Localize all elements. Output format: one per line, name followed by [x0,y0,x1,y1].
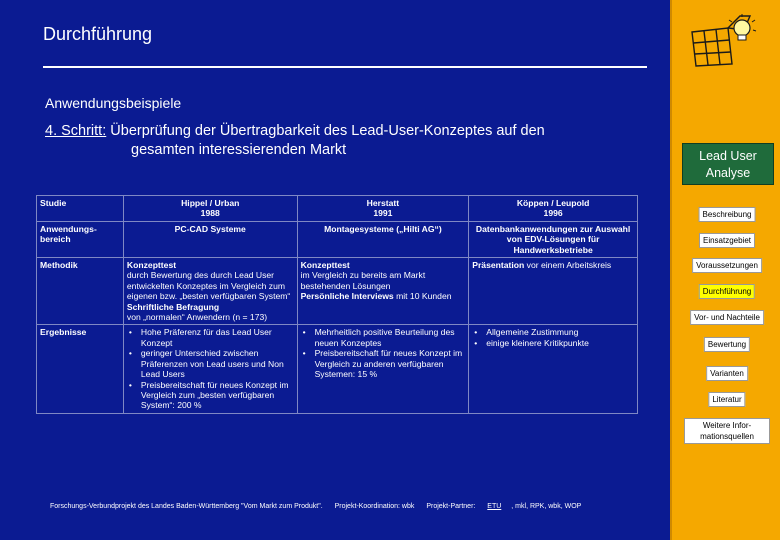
footer-partner [426,503,591,510]
nav-beschreibung[interactable]: Beschreibung [699,207,756,222]
step-heading [45,122,655,160]
step-text-line1: Überprüfung der Übertragbarkeit des Lead-User-Konzeptes auf den [106,123,545,139]
methodik-col3-heading: Präsentation [472,260,525,271]
header-hippel-urban [123,196,297,222]
nav-voraussetzungen[interactable]: Voraussetzungen [692,258,762,273]
list-item: • Allgemeine Zustimmung [472,327,634,337]
header-col2-name: Herstatt [366,198,400,208]
header-col1-name: Hippel / Urban [181,198,240,208]
methodik-col2-heading2: Persönliche Interviews [300,291,394,302]
methodik-col2-interviews [301,291,466,301]
methodik-col1-heading1: Konzepttest [126,260,177,271]
cell-bereich-col2: Montagesysteme („Hilti AG“) [297,221,469,257]
step-prefix: 4. Schritt: [45,123,107,139]
step-text-line2: gesamten interessierenden Markt [131,142,347,158]
header-col2-year: 1991 [373,208,393,219]
page-title: Durchführung [43,24,153,44]
cell-ergebnisse-col3 [469,325,638,413]
sidebar [670,0,780,540]
grid-lightbulb-logo-icon [688,10,760,68]
nav-einsatzgebiet[interactable]: Einsatzgebiet [699,233,755,248]
cell-ergebnisse-col1 [123,325,297,413]
nav-vor-und-nachteile[interactable]: Vor- und Nachteile [690,310,764,325]
table-header-row [37,196,638,222]
header-col3-year: 1996 [543,208,563,219]
list-item: • Mehrheitlich positive Beurteilung des neuen Konzeptes [301,327,466,348]
methodik-col3-text: vor einem Arbeitskreis [524,260,612,271]
header-col1-year: 1988 [200,208,220,219]
ergebnisse-col1-list [127,327,294,410]
header-herstatt [297,196,469,222]
comparison-table [36,195,638,414]
row-label-ergebnisse: Ergebnisse [37,325,124,413]
table-row-methodik [37,258,638,325]
list-item: • Hohe Präferenz für das Lead User Konzept [127,327,294,348]
methodik-col2-heading1: Konzepttest [300,260,350,271]
cell-bereich-col1: PC-CAD Systeme [123,221,297,257]
ergebnisse-col2-list [301,327,466,379]
methodik-col2-text2: mit 10 Kunden [393,291,452,302]
methodik-col1-text1: durch Bewertung des durch Lead User entwickelten Konzeptes im Vergleich zum eigenen bzw. „besten verfügbaren System“ [126,270,291,302]
section-subtitle: Anwendungsbeispiele [45,95,182,111]
footer-partner-etu-link[interactable]: ETU [487,503,502,510]
lead-user-analyse-badge: Lead User Analyse [682,143,774,185]
list-item: • geringer Unterschied zwischen Präferenzen von Lead users und Non Lead Users [127,348,294,379]
table-row-anwendungsbereich [37,221,638,257]
header-col3-name: Köppen / Leupold [516,198,590,208]
list-item: • einige kleinere Kritikpunkte [472,338,634,348]
nav-weitere-informationsquellen[interactable]: Weitere Infor-mationsquellen [684,418,770,444]
cell-ergebnisse-col2 [297,325,469,413]
table-row-ergebnisse [37,325,638,413]
row-label-methodik: Methodik [37,258,124,325]
footer-partner-prefix: Projekt-Partner: [426,503,478,510]
header-studie: Studie [37,196,124,222]
nav-bewertung[interactable]: Bewertung [704,337,750,352]
methodik-col2-text1: im Vergleich zu bereits am Markt bestehenden Lösungen [300,270,426,291]
list-item: • Preisbereitschaft für neues Konzept im Vergleich zu anderen verfügbaren Systemen: 15 % [301,348,466,379]
nav-literatur[interactable]: Literatur [708,392,745,407]
cell-bereich-col3: Datenbankanwendungen zur Auswahl von EDV-Lösungen für Handwerksbetriebe [469,221,638,257]
cell-methodik-col1 [123,258,297,325]
list-item: • Preisbereitschaft für neues Konzept im Vergleich zum „besten verfügbaren System“: 200 % [127,380,294,411]
footer [50,503,601,510]
cell-methodik-col2 [297,258,469,325]
nav-durchfuehrung[interactable]: Durchführung [699,284,755,299]
row-label-anwendungsbereich: Anwendungs-bereich [37,221,124,257]
header-koeppen-leupold [469,196,638,222]
title-divider [43,66,647,68]
footer-coordination: Projekt-Koordination: wbk [334,503,415,510]
cell-methodik-col3 [469,258,638,325]
methodik-col1-text2: von „normalen“ Anwendern (n = 173) [126,312,268,323]
methodik-col1-heading2: Schriftliche Befragung [126,301,220,312]
footer-partner-rest: , mkl, RPK, wbk, WOP [511,503,582,510]
footer-project: Forschungs-Verbundprojekt des Landes Baden-Württemberg "Vom Markt zum Produkt". [50,503,323,510]
ergebnisse-col3-list [472,327,634,348]
nav-varianten[interactable]: Varianten [706,366,748,381]
